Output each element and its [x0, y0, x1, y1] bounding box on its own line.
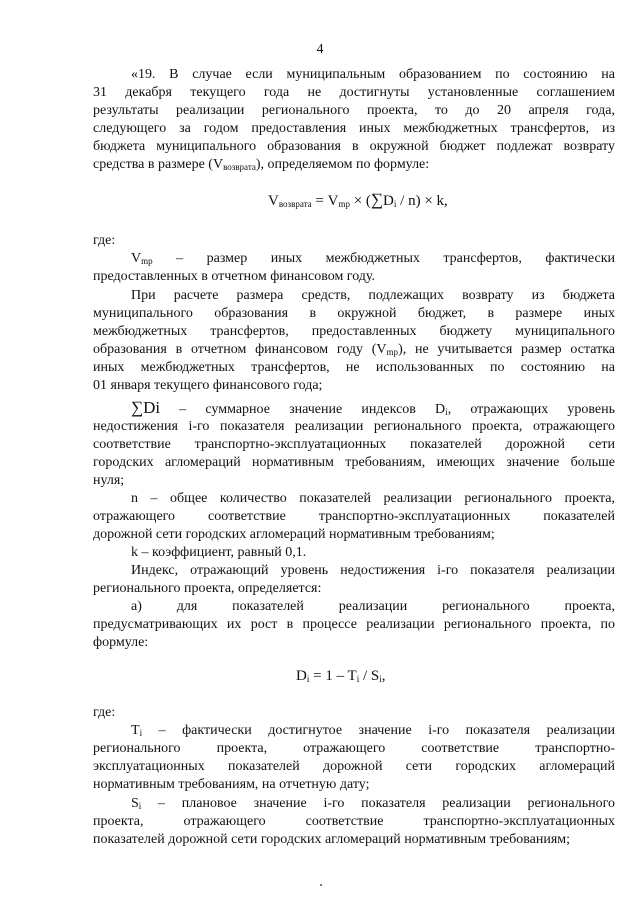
paragraph-line: средства в размере $(V_{возврата})$, определяемом по формуле:: [93, 157, 430, 172]
paragraph-line: показателей дорожной сети городских агломераций нормативным требованиям;: [93, 832, 571, 847]
paragraph-line: ∑Di – суммарное значение индексов $D_i$, отражающих уровень: [131, 398, 615, 417]
paragraph-line: соответствие транспортно-эксплуатационных показателей дорожной сети: [93, 437, 615, 452]
paragraph-line: При расчете размера средств, подлежащих возврату из бюджета: [131, 288, 615, 303]
paragraph-line: регионального проекта, отражающего соответствие транспортно-: [93, 741, 615, 756]
paragraph-line: $S_i$ – плановое значение i-го показателя реализации регионального: [131, 796, 615, 811]
page-number: 4: [316, 42, 324, 57]
where-label: где:: [93, 705, 116, 720]
paragraph-line: $T_i$ – фактически достигнутое значение i-го показателя реализации: [131, 723, 615, 738]
paragraph-line: образования в отчетном финансовом году $(V_{mp})$, не учитывается размер остатка: [93, 342, 616, 357]
paragraph-line: а) для показателей реализации регионального проекта,: [131, 599, 615, 614]
paragraph-line: предусматривающих их рост в процессе реализации регионального проекта, по: [93, 617, 615, 632]
paragraph-line: 31 декабря текущего года не достигнуты установленные соглашением: [93, 85, 615, 100]
paragraph-line: $V_{mp}$ – размер иных межбюджетных трансфертов, фактически: [131, 251, 615, 266]
paragraph-line: муниципального образования в окружной бюджет, в размере иных: [93, 306, 615, 321]
paragraph-line: межбюджетных трансфертов, предоставленных бюджету муниципального: [93, 324, 615, 339]
index-formula: $D_i = 1 - T_i / S_i$,: [296, 668, 386, 684]
paragraph-line: недостижения i-го показателя реализации регионального проекта, отражающего: [93, 419, 615, 434]
paragraph-line: k – коэффициент, равный 0,1.: [131, 545, 307, 560]
paragraph-line: Индекс, отражающий уровень недостижения i-го показателя реализации: [131, 563, 615, 578]
scan-dot: [320, 884, 322, 886]
paragraph-line: бюджета муниципального образования в окружной бюджет подлежат возврату: [93, 139, 615, 154]
paragraph-line: дорожной сети городских агломераций нормативным требованиям;: [93, 527, 495, 542]
paragraph-line: n – общее количество показателей реализации регионального проекта,: [131, 491, 615, 506]
paragraph-line: следующего за годом предоставления иных межбюджетных трансфертов, из: [93, 121, 615, 136]
paragraph-line: эксплуатационных показателей дорожной сети городских агломераций: [93, 759, 615, 774]
paragraph-line: 01 января текущего финансового года;: [93, 378, 323, 393]
paragraph-line: отражающего соответствие транспортно-эксплуатационных показателей: [93, 509, 615, 524]
paragraph-line: нормативным требованиям, на отчетную дату;: [93, 777, 370, 792]
paragraph-line: результаты реализации регионального проекта, то до 20 апреля года,: [93, 103, 615, 118]
paragraph-line: проекта, отражающего соответствие транспортно-эксплуатационных: [93, 814, 615, 829]
paragraph-line: нуля;: [93, 473, 125, 488]
paragraph-line: формуле:: [93, 635, 149, 650]
refund-formula: $V_{возврата} = V_{mp} \times (\sum D_i / n) \times k$,: [268, 190, 448, 209]
paragraph-line: городских агломераций нормативным требованиям, имеющих значение больше: [93, 455, 615, 470]
paragraph-line: иных межбюджетных трансфертов, не использованных по состоянию на: [93, 360, 615, 375]
paragraph-line: регионального проекта, определяется:: [93, 581, 322, 596]
paragraph-line: предоставленных в отчетном финансовом году.: [93, 269, 376, 284]
where-label: где:: [93, 233, 116, 248]
paragraph-line: «19. В случае если муниципальным образованием по состоянию на: [131, 67, 615, 82]
